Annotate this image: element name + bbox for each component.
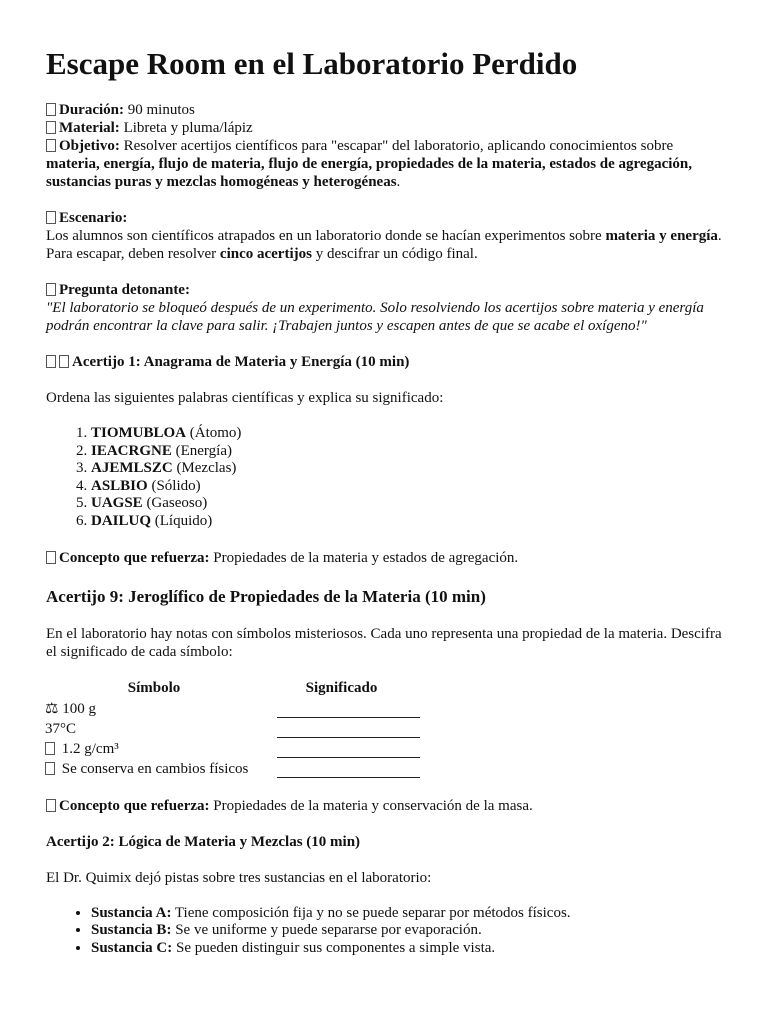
duration-line: Duración: 90 minutos bbox=[46, 101, 722, 119]
material-line: Material: Libreta y pluma/lápiz bbox=[46, 119, 722, 137]
answer-blank[interactable] bbox=[277, 763, 420, 778]
answer-blank[interactable] bbox=[277, 703, 420, 718]
scale-icon: ⚖ bbox=[45, 700, 59, 717]
puzzle-icon bbox=[46, 355, 56, 368]
table-row: ⚖ 100 g bbox=[45, 699, 420, 719]
notebook-icon bbox=[46, 121, 56, 134]
list-item: • Sustancia B: Se ve uniforme y puede separarse por evaporación. bbox=[91, 922, 722, 940]
brain-icon bbox=[46, 799, 56, 812]
list-item: • Sustancia A: Tiene composición fija y no se puede separar por métodos físicos. bbox=[91, 905, 722, 923]
answer-blank[interactable] bbox=[277, 723, 420, 738]
droplet-icon bbox=[45, 742, 55, 755]
list-item: 4. ASLBIO (Sólido) bbox=[91, 478, 722, 496]
riddle1-intro: Ordena las siguientes palabras científicas y explica su significado: bbox=[46, 390, 444, 406]
answer-blank[interactable] bbox=[277, 743, 420, 758]
scenario-text: Los alumnos son científicos atrapados en un laboratorio donde se hacían experimentos sobre materia y energía. Para escapar, deben resolver cinco acertijos y descifrar un código final. bbox=[46, 228, 722, 262]
objective-paragraph: Objetivo: Resolver acertijos científicos para "escapar" del laboratorio, aplicando conocimientos sobre materia, energía, flujo de materia, flujo de energía, propiedades de la materia, estados de agregación, sustancias puras y mezclas homogéneas y heterogéneas. bbox=[46, 138, 693, 190]
substance-list bbox=[46, 905, 722, 958]
document-title: Escape Room en el Laboratorio Perdido bbox=[46, 46, 578, 81]
target-icon bbox=[46, 139, 56, 152]
riddle1-heading: Acertijo 1: Anagrama de Materia y Energía (10 min) bbox=[46, 353, 722, 371]
symbol-table bbox=[45, 679, 420, 779]
trigger-label: Pregunta detonante: bbox=[46, 281, 722, 299]
list-item: 6. DAILUQ (Líquido) bbox=[91, 513, 722, 531]
puzzle-icon bbox=[59, 355, 69, 368]
trigger-quote: "El laboratorio se bloqueó después de un experimento. Solo resolviendo los acertijos sobre materia y energía podrán encontrar la clave para salir. ¡Trabajen juntos y escapen antes de que se acabe el oxígeno!" bbox=[46, 300, 704, 334]
riddle9-intro: En el laboratorio hay notas con símbolos misteriosos. Cada uno representa una propiedad de la materia. Descifra el significado de cada símbolo: bbox=[46, 625, 722, 660]
brain-icon bbox=[46, 551, 56, 564]
table-row: Se conserva en cambios físicos bbox=[45, 759, 420, 779]
list-item: • Sustancia C: Se pueden distinguir sus componentes a simple vista. bbox=[91, 940, 722, 958]
lab-icon bbox=[46, 211, 56, 224]
list-item: 3. AJEMLSZC (Mezclas) bbox=[91, 460, 722, 478]
list-item: 1. TIOMUBLOA (Átomo) bbox=[91, 425, 722, 443]
riddle1-concept: Concepto que refuerza: Propiedades de la materia y estados de agregación. bbox=[46, 549, 722, 567]
list-item: 2. IEACRGNE (Energía) bbox=[91, 443, 722, 461]
riddle9-heading: Acertijo 9: Jeroglífico de Propiedades de la Materia (10 min) bbox=[46, 586, 486, 606]
column-header-symbol: Símbolo bbox=[127, 679, 181, 696]
list-item: 5. UAGSE (Gaseoso) bbox=[91, 495, 722, 513]
scenario-label: Escenario: bbox=[46, 209, 722, 227]
question-icon bbox=[46, 283, 56, 296]
column-header-meaning: Significado bbox=[305, 679, 378, 696]
clock-icon bbox=[46, 103, 56, 116]
table-row: 1.2 g/cm³ bbox=[45, 739, 420, 759]
anagram-list bbox=[46, 425, 722, 531]
table-row: 37°C bbox=[45, 719, 420, 739]
riddle2-intro: El Dr. Quimix dejó pistas sobre tres sustancias en el laboratorio: bbox=[46, 869, 432, 886]
riddle2-heading: Acertijo 2: Lógica de Materia y Mezclas (10 min) bbox=[46, 833, 361, 850]
riddle9-concept: Concepto que refuerza: Propiedades de la materia y conservación de la masa. bbox=[46, 797, 722, 815]
recycle-icon bbox=[45, 762, 55, 775]
